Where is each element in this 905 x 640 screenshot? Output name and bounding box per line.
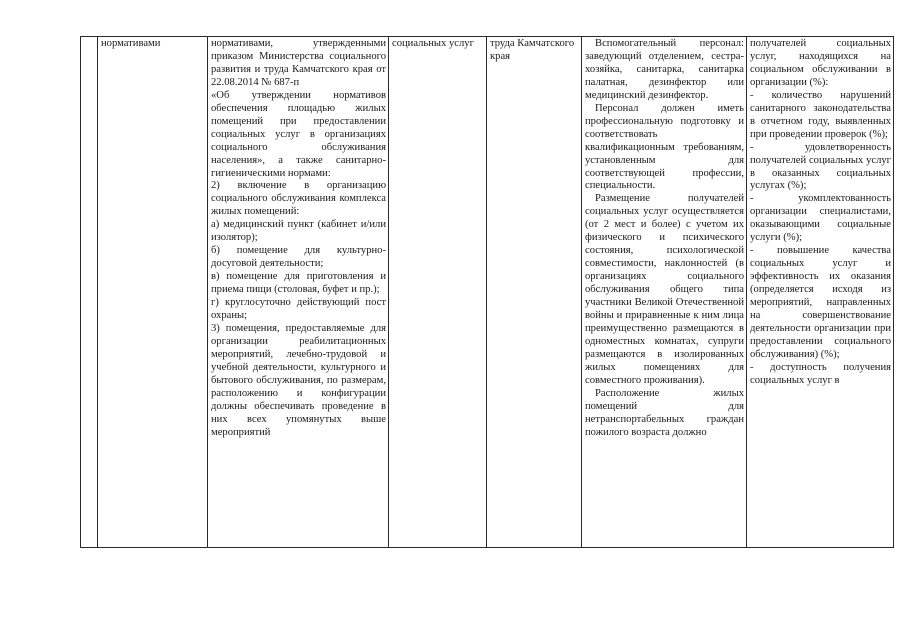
requirements-item-a: а) медицинский пункт (кабинет и/или изолятор);	[211, 219, 386, 244]
column-divider-1	[97, 36, 98, 548]
staff-para-4: Расположение жилых помещений для нетранспортабельных граждан пожилого возраста должно	[585, 387, 744, 438]
indicators-item-4: - повышение качества социальных услуг и эффективность их оказания (определяется исходя из мероприятий, направленных на совершенствование деятельности организации при предоставлении социального обслуживания) (%);	[750, 245, 891, 360]
indicators-item-5: - доступность получения социальных услуг в	[750, 361, 891, 386]
services-text: социальных услуг	[392, 38, 474, 49]
indicators-para-1: получателей социальных услуг, находящихся на социальном обслуживании в организации (%):	[750, 38, 891, 88]
cell-staff-conditions	[585, 38, 744, 440]
norm-label-text: нормативами	[101, 38, 161, 49]
requirements-item-v: в) помещение для приготовления и приема пищи (столовая, буфет и пр.);	[211, 271, 386, 296]
column-divider-6	[746, 36, 747, 548]
requirements-para-1: нормативами, утвержденными приказом Министерства социального развития и труда Камчатского края от 22.08.2014 № 687-п	[211, 38, 386, 88]
table-border-left	[80, 36, 81, 548]
indicators-item-1: - количество нарушений санитарного законодательства в отчетном году, выявленных при проведении проверок (%);	[750, 89, 891, 140]
cell-ministry	[490, 38, 578, 64]
ministry-text: труда Камчатского края	[490, 38, 575, 62]
cell-requirements	[211, 38, 386, 440]
requirements-para-2: «Об утверждении нормативов обеспечения площадью жилых помещений при предоставлении социальных услуг в организациях социального обслуживания населения», а также санитарно-гигиеническими нормами:	[211, 89, 386, 179]
staff-para-2: Персонал должен иметь профессиональную подготовку и соответствовать квалификационным требованиям, установленным для соответствующей профессии, специальности.	[585, 102, 744, 192]
cell-indicators	[750, 38, 891, 388]
cell-norm-label	[101, 38, 205, 51]
table-border-top	[80, 36, 894, 37]
requirements-item-b: б) помещение для культурно-досуговой деятельности;	[211, 245, 386, 270]
column-divider-5	[581, 36, 582, 548]
requirements-para-3: 2) включение в организацию социального обслуживания комплекса жилых помещений:	[211, 180, 386, 218]
indicators-item-3: - укомплектованность организации специалистами, оказывающими социальные услуги (%);	[750, 193, 891, 244]
indicators-item-2: - удовлетворенность получателей социальных услуг в оказанных социальных услугах (%);	[750, 141, 891, 192]
column-divider-3	[388, 36, 389, 548]
table-border-right	[893, 36, 894, 548]
staff-para-1: Вспомогательный персонал: заведующий отделением, сестра-хозяйка, санитарка, санитарка палатная, дезинфектор или медицинский дезинфектор.	[585, 38, 744, 101]
staff-para-3: Размещение получателей социальных услуг осуществляется (от 2 мест и более) с учетом их физического и психического состояния, психологической совместимости, наклонностей (в организациях социального обслуживания общего типа участники Великой Отечественной войны и приравненные к ним лица преимущественно размещаются в одноместных комнатах, супруги размещаются в изолированных жилых помещениях для совместного проживания).	[585, 193, 744, 386]
cell-services	[392, 38, 482, 51]
column-divider-2	[207, 36, 208, 548]
table-border-bottom	[80, 547, 894, 548]
requirements-para-4: 3) помещения, предоставляемые для организации реабилитационных мероприятий, лечебно-трудовой и учебной деятельности, культурного и бытового обслуживания, по размерам, расположению и конфигурации должны обеспечивать проведение в них всех упомянутых выше мероприятий	[211, 322, 386, 438]
column-divider-4	[486, 36, 487, 548]
requirements-item-g: г) круглосуточно действующий пост охраны;	[211, 297, 386, 322]
